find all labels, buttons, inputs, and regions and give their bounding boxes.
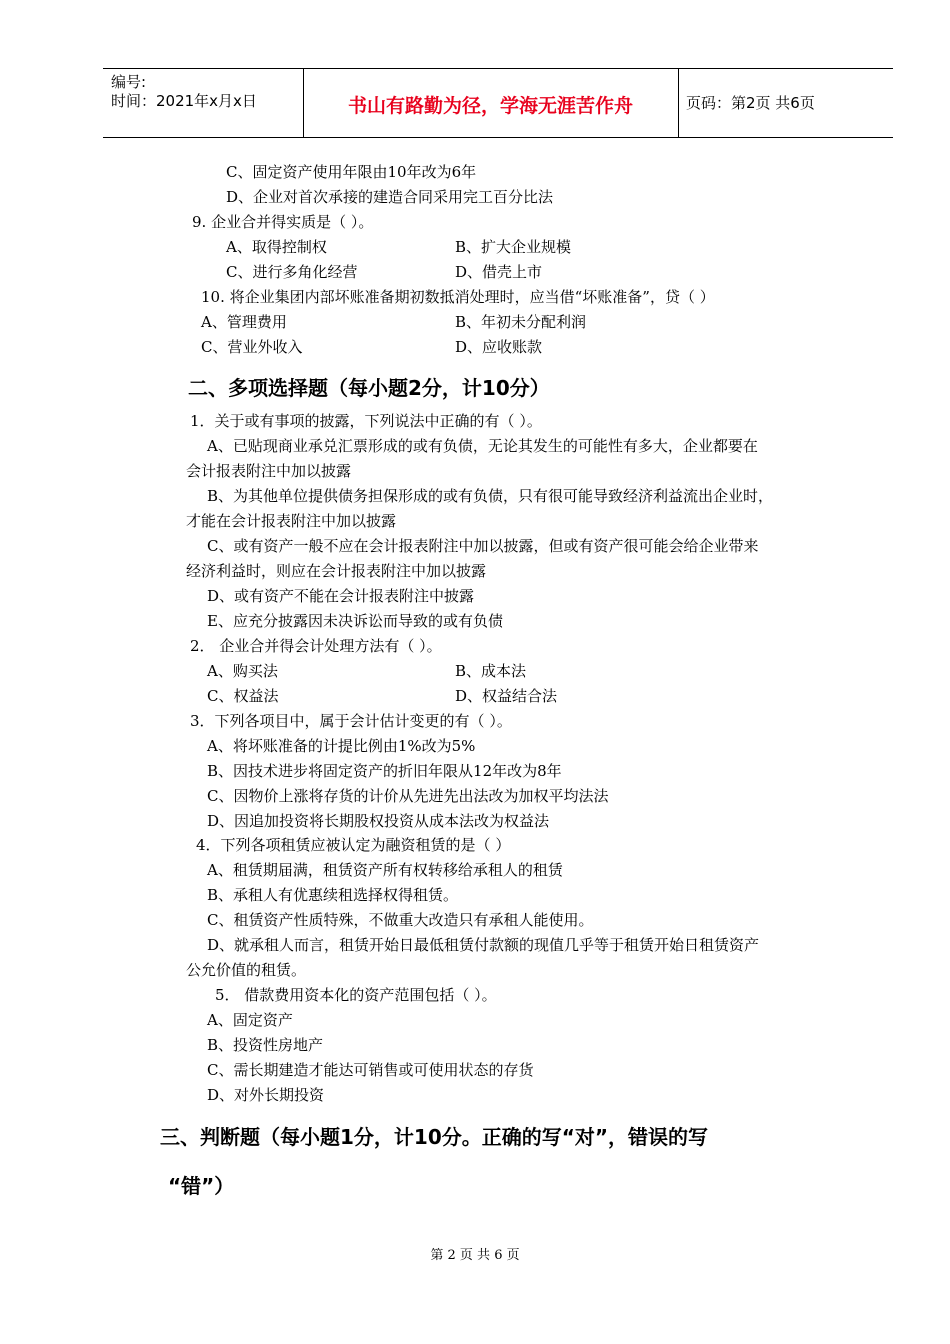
option: C、营业外收入 bbox=[201, 338, 303, 356]
text-line: C、固定资产使用年限由10年改为6年 bbox=[226, 163, 477, 181]
option: D、或有资产不能在会计报表附注中披露 bbox=[207, 587, 475, 605]
option: A、管理费用 bbox=[201, 313, 287, 331]
option-continuation: 才能在会计报表附注中加以披露 bbox=[186, 512, 397, 530]
option: B、成本法 bbox=[455, 662, 527, 680]
option: C、需长期建造才能达可销售或可使用状态的存货 bbox=[207, 1061, 534, 1079]
question-10: 10. 将企业集团内部坏账准备期初数抵消处理时，应当借“坏账准备”，贷（ ） bbox=[201, 288, 715, 306]
question-4: 4．下列各项租赁应被认定为融资租赁的是（ ） bbox=[196, 836, 511, 854]
question-3: 3．下列各项目中，属于会计估计变更的有（ ）。 bbox=[190, 712, 512, 730]
option: D、借壳上市 bbox=[455, 263, 543, 281]
option: A、购买法 bbox=[207, 662, 278, 680]
option: C、权益法 bbox=[207, 687, 279, 705]
option: A、已贴现商业承兑汇票形成的或有负债，无论其发生的可能性有多大，企业都要在 bbox=[207, 437, 758, 455]
section-heading-true-false-continuation: “错”） bbox=[168, 1174, 235, 1198]
question-5: 5． 借款费用资本化的资产范围包括（ ）。 bbox=[215, 986, 497, 1004]
option: B、承租人有优惠续租选择权得租赁。 bbox=[207, 886, 459, 904]
section-heading-true-false: 三、判断题（每小题1分，计10分。正确的写“对”，错误的写 bbox=[160, 1125, 709, 1149]
header-divider bbox=[678, 69, 679, 137]
header-motto: 书山有路勤为径，学海无涯苦作舟 bbox=[347, 95, 633, 117]
option: D、权益结合法 bbox=[455, 687, 558, 705]
option: D、就承租人而言，租赁开始日最低租赁付款额的现值几乎等于租赁开始日租赁资产 bbox=[207, 936, 760, 954]
option: A、租赁期届满，租赁资产所有权转移给承租人的租赁 bbox=[207, 861, 563, 879]
option: B、扩大企业规模 bbox=[455, 238, 572, 256]
page-footer: 第 2 页 共 6 页 bbox=[430, 1248, 520, 1263]
section-heading-multiple-choice: 二、多项选择题（每小题2分，计10分） bbox=[188, 376, 550, 400]
option: A、将坏账准备的计提比例由1%改为5% bbox=[207, 737, 476, 755]
option: C、进行多角化经营 bbox=[226, 263, 358, 281]
question-2: 2． 企业合并得会计处理方法有（ ）。 bbox=[190, 637, 442, 655]
option: B、为其他单位提供债务担保形成的或有负债，只有很可能导致经济利益流出企业时， bbox=[207, 487, 774, 505]
option: A、取得控制权 bbox=[226, 238, 327, 256]
option: B、投资性房地产 bbox=[207, 1036, 324, 1054]
option: D、因追加投资将长期股权投资从成本法改为权益法 bbox=[207, 812, 550, 830]
option-continuation: 会计报表附注中加以披露 bbox=[186, 462, 352, 480]
option: A、固定资产 bbox=[207, 1011, 293, 1029]
code-label: 编号: bbox=[111, 73, 147, 91]
header-page-label: 页码：第2页 共6页 bbox=[686, 94, 815, 112]
page-header bbox=[103, 68, 893, 138]
option-continuation: 经济利益时，则应在会计报表附注中加以披露 bbox=[186, 562, 487, 580]
time-label: 时间：2021年x月x日 bbox=[111, 92, 257, 110]
option: C、租赁资产性质特殊，不做重大改造只有承租人能使用。 bbox=[207, 911, 594, 929]
question-1: 1．关于或有事项的披露，下列说法中正确的有（ ）。 bbox=[190, 412, 542, 430]
option: C、或有资产一般不应在会计报表附注中加以披露，但或有资产很可能会给企业带来 bbox=[207, 537, 759, 555]
question-9: 9. 企业合并得实质是（ ）。 bbox=[192, 213, 374, 231]
option: E、应充分披露因未决诉讼而导致的或有负债 bbox=[207, 612, 503, 630]
text-line: D、企业对首次承接的建造合同采用完工百分比法 bbox=[226, 188, 554, 206]
header-meta bbox=[111, 73, 257, 111]
option-continuation: 公允价值的租赁。 bbox=[186, 961, 307, 979]
option: B、年初未分配利润 bbox=[455, 313, 587, 331]
option: B、因技术进步将固定资产的折旧年限从12年改为8年 bbox=[207, 762, 562, 780]
option: D、应收账款 bbox=[455, 338, 543, 356]
option: C、因物价上涨将存货的计价从先进先出法改为加权平均法法 bbox=[207, 787, 609, 805]
option: D、对外长期投资 bbox=[207, 1086, 325, 1104]
